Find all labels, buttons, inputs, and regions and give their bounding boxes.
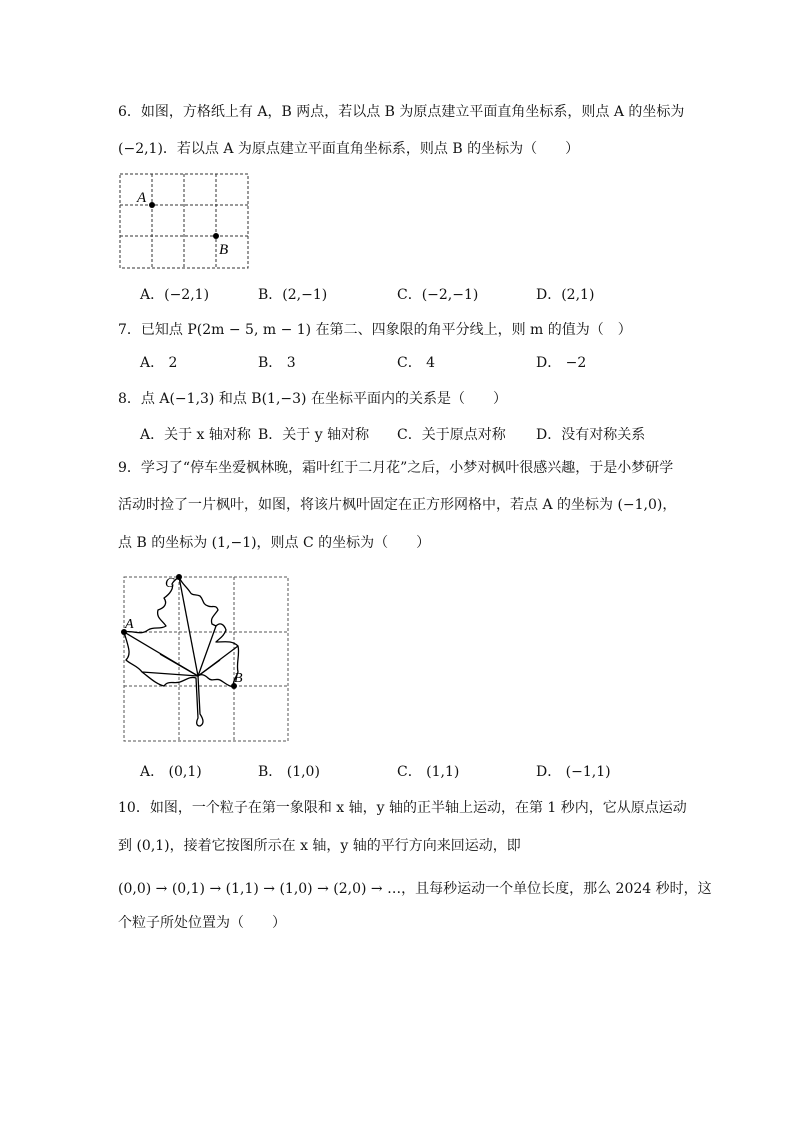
q8-option-a[interactable]: A．关于 x 轴对称	[140, 427, 251, 443]
q8-option-c[interactable]: C．关于原点对称	[397, 427, 506, 443]
q6-option-b[interactable]: B．(2,−1)	[258, 287, 328, 303]
q6-label-b: B	[219, 242, 229, 258]
q9-label-a: A	[125, 617, 134, 632]
q6-option-c[interactable]: C．(−2,−1)	[397, 287, 479, 303]
q8-option-d[interactable]: D．没有对称关系	[536, 427, 646, 443]
q10-stem-line2: 到 (0,1)，接着它按图所示在 x 轴，y 轴的平行方向来回运动，即	[118, 838, 521, 854]
q6-stem-line1: 6．如图，方格纸上有 A，B 两点，若以点 B 为原点建立平面直角坐标系，则点 A 的坐标为	[118, 104, 685, 120]
q9-label-b: B	[234, 671, 243, 686]
q9-stem-line1: 9．学习了“停车坐爱枫林晚，霜叶红于二月花”之后，小梦对枫叶很感兴趣，于是小梦研学	[118, 460, 674, 476]
q6-point-a	[149, 202, 155, 208]
maple-leaf-outline	[124, 577, 239, 726]
q9-stem-line3: 点 B 的坐标为 (1,−1)，则点 C 的坐标为（ ）	[118, 535, 431, 551]
q9-option-c[interactable]: C． (1,1)	[397, 764, 460, 780]
q9-maple-leaf-figure	[120, 574, 292, 744]
q7-option-a[interactable]: A． 2	[140, 355, 178, 371]
q6-option-a[interactable]: A．(−2,1)	[140, 287, 210, 303]
q10-stem-line1: 10．如图，一个粒子在第一象限和 x 轴，y 轴的正半轴上运动，在第 1 秒内，它从原点运动	[118, 800, 687, 816]
q7-option-b[interactable]: B． 3	[258, 355, 296, 371]
q9-point-c	[176, 574, 182, 580]
q6-option-d[interactable]: D．(2,1)	[536, 287, 595, 303]
q6-stem-line2: (−2,1)．若以点 A 为原点建立平面直角坐标系，则点 B 的坐标为（ ）	[118, 141, 580, 157]
q9-option-d[interactable]: D． (−1,1)	[536, 764, 611, 780]
q10-stem-line3: (0,0) → (0,1) → (1,1) → (1,0) → (2,0) → …，且每秒运动一个单位长度，那么 2024 秒时，这	[118, 881, 712, 897]
q9-label-c: C	[165, 576, 175, 591]
q9-stem-line2: 活动时捡了一片枫叶，如图，将该片枫叶固定在正方形网格中，若点 A 的坐标为 (−1,0)，	[118, 497, 677, 513]
q7-option-c[interactable]: C． 4	[397, 355, 436, 371]
q6-point-b	[213, 233, 219, 239]
q9-option-a[interactable]: A． (0,1)	[140, 764, 202, 780]
q8-option-b[interactable]: B．关于 y 轴对称	[258, 427, 370, 443]
q6-grid-figure	[118, 172, 250, 270]
q9-option-b[interactable]: B． (1,0)	[258, 764, 320, 780]
q7-stem: 7．已知点 P(2m − 5, m − 1) 在第二、四象限的角平分线上，则 m 的值为（ ）	[118, 322, 632, 338]
q10-stem-line4: 个粒子所处位置为（ ）	[118, 915, 286, 931]
q8-stem: 8．点 A(−1,3) 和点 B(1,−3) 在坐标平面内的关系是（ ）	[118, 391, 507, 407]
q6-label-a: A	[137, 190, 147, 206]
q7-option-d[interactable]: D． −2	[536, 355, 587, 371]
